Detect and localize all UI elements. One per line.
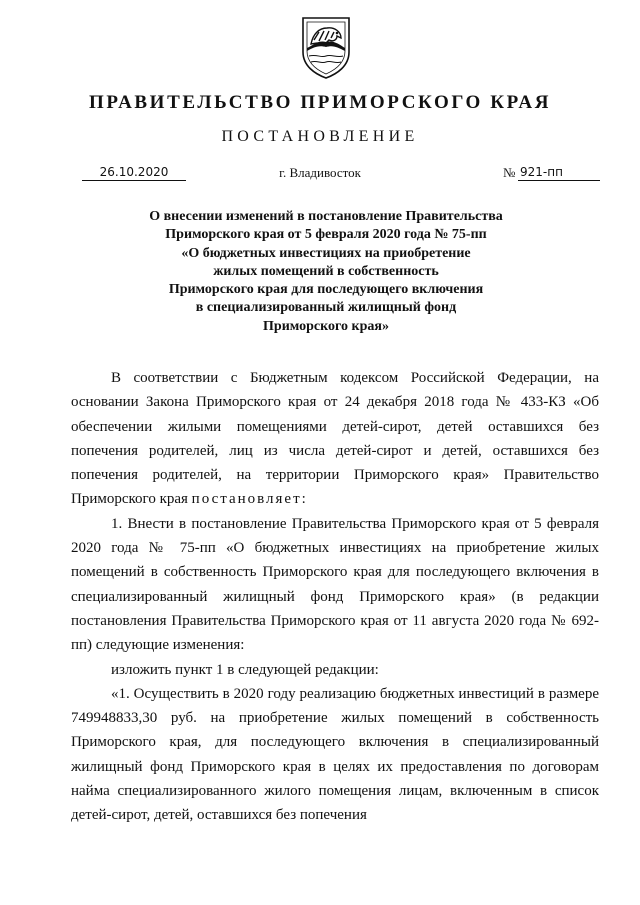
coat-of-arms-emblem	[297, 14, 355, 80]
paragraph-amendment-intro: изложить пункт 1 в следующей редакции:	[111, 661, 379, 678]
document-city: г. Владивосток	[279, 165, 361, 180]
title-line: Приморского края»	[263, 318, 389, 334]
document-title	[120, 208, 532, 336]
title-line: «О бюджетных инвестициях на приобретение	[181, 245, 471, 261]
document-number-label: №	[503, 165, 516, 180]
document-number: 921-пп	[518, 165, 600, 181]
title-line: жилых помещений в собственность	[213, 263, 439, 279]
preamble-text: В соответствии с Бюджетным кодексом Российской Федерации, на основании Закона Приморского края от 24 декабря 2018 года № 433-КЗ «Об обеспечении жилыми помещениями детей-сирот, детей оставшихся без попечения родителей, лиц из числа детей-сирот и детей, оставшихся без попечения родителей, на территории Приморского края» Правительство Приморского края	[71, 370, 599, 508]
paragraph-item-1: 1. Внести в постановление Правительства Приморского края от 5 февраля 2020 года № 75-пп «О бюджетных инвестициях на приобретение жилых помещений в собственность Приморского края для последующего включения в специализированный жилищный фонд Приморского края» (в редакции постановления Правительства Приморского края от 11 августа 2020 года № 692-пп) следующие изменения:	[71, 515, 599, 654]
title-line: Приморского края для последующего включения	[168, 282, 484, 298]
paragraph-amendment-text: «1. Осуществить в 2020 году реализацию бюджетных инвестиций в размере 749948833,30 руб. на приобретение жилых помещений в собственность Приморского края, для последующего включения в специализированный жилищный фонд Приморского края в целях их предоставления по договорам найма специализированного жилого помещения лицам, включенным в список детей-сирот, детей, оставшихся без попечения	[71, 685, 599, 824]
document-date: 26.10.2020	[82, 165, 186, 181]
document-body	[71, 366, 599, 828]
paragraph-preamble	[71, 366, 599, 512]
title-line: Приморского края от 5 февраля 2020 года № 75-пп	[165, 227, 487, 243]
document-type: ПОСТАНОВЛЕНИЕ	[221, 128, 419, 145]
resolution-word: постановляет:	[191, 491, 308, 508]
title-line: в специализированный жилищный фонд	[195, 300, 457, 316]
organization-name: ПРАВИТЕЛЬСТВО ПРИМОРСКОГО КРАЯ	[88, 92, 552, 113]
title-line: О внесении изменений в постановление Правительства	[149, 209, 503, 224]
